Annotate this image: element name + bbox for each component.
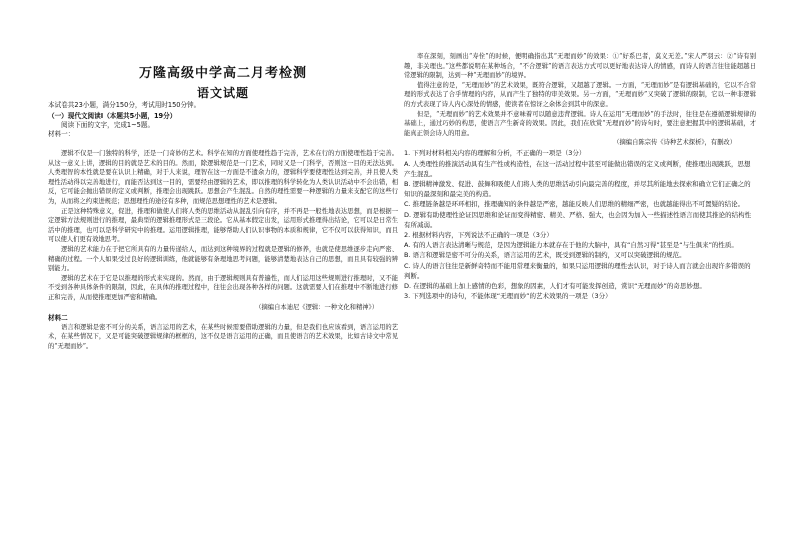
answer-option: A. 有的人语言表达清晰与规范，是因为逻辑能力本就存在于他的大脑中，具有“自然习得”甚至是“与生俱来”的性质。 xyxy=(404,241,738,250)
material-two-paragraph: 值得注意的是，“无理而妙”的艺术效果，既符合逻辑，又超越了逻辑。一方面，“无理而妙”是有逻辑基础的，它以不合常理的形式表达了合乎情理的内容，从而产生了独特的审美效果。另一方面，“无理而妙”又突破了逻辑的限制，它以一种非逻辑的方式表现了诗人内心深处的情感，使读者在惊讶之余体会到其中的深意。 xyxy=(404,81,756,108)
school-title: 万隆高级中学高二月考检测 xyxy=(138,66,307,81)
answer-option: C. 诗人的语言往往是新鲜奇特而不能用常理来衡量的，如果只运用逻辑的理性去认识，对于诗人而言就会出现许多错误的判断。 xyxy=(404,261,751,280)
exam-info: 本试卷共23小题，满分150分，考试用时150分钟。 xyxy=(48,101,201,109)
material-one-paragraph: 逻辑不仅是一门独特的科学，还是一门奇妙的艺术。科学在知的方面使理性趋于完善，艺术在行的方面使理性趋于完善。从这一意义上讲，逻辑的目的就是艺术的目的。然而，除逻辑规范是一门艺术，同时又是一门科学，否则这一目的无法达到。人类理智的本性就是要在认识上精确，对于人来说，理智在这一方面是不遗余力的，逻辑科学要使理性达到完善，并且使人类理性活动得以完善地进行，而能否达到这一目的，需要经由逻辑的艺术，即以推理的科学转化为人类认识活动中不会出错，相反，它可能会抛出错误的定义或判断，推理会出现跳跃。思想会产生混乱。自然的理性需要一种逻辑的力量来支配它的这些行为，从而将之约束进规范；思想理性的途径有多种，而规范思想理性的艺术是逻辑。 xyxy=(48,150,398,205)
question-stem: 1. 下列对材料相关内容的理解和分析，不正确的一项是（3分） xyxy=(404,149,586,158)
material-one-paragraph: 逻辑的艺术能力在于把它所具有的力量传递给人，而达到这种境界的过程就是逻辑的修养，也就是使思维逐步走向严密、精确的过程。一个人如果受过良好的逻辑训练，他就能够有条理地思考问题，能够清楚地表达自己的思想，而且具有较强的辨别能力。 xyxy=(48,245,398,273)
material-two-label: 材料二 xyxy=(48,313,68,322)
question-2 xyxy=(404,230,756,291)
question-3 xyxy=(404,291,756,301)
material-two-paragraph: 但是，“无理而妙”的艺术效果并不意味着可以随意违背逻辑。诗人在运用“无理而妙”的手法时，往往是在遵循逻辑规律的基础上，通过巧妙的构思，使语言产生新奇的效果。因此，我们在欣赏“无理而妙”的诗句时，要注意把握其中的逻辑基础，才能真正领会诗人的用意。 xyxy=(404,110,756,137)
answer-option: A. 人类理性的推演活动具有生产性或构造性，在这一活动过程中甚至可能做出错误的定义或判断，使推理出现跳跃，思想产生混乱。 xyxy=(404,159,751,178)
left-column xyxy=(48,149,398,555)
section-heading: （一）现代文阅读Ⅰ（本题共5小题，19分） xyxy=(48,111,177,120)
subject-title: 语文试题 xyxy=(196,86,249,100)
answer-option: D. 逻辑有助使理性论证因思维和论证而变得精密、精美、严格、强大，也会因为加入一些描述性语言而使其推论的结构性有所减弱。 xyxy=(404,210,752,229)
answer-option: B. 逻辑精神激发、促进、鼓舞和吸使人们将人类的思维活动引向最完善的程度，并尽其所能地去探索和确立它们正确之的知识的最深刻和最完美的构造。 xyxy=(404,179,751,199)
question-1 xyxy=(404,148,756,230)
source-citation: （摘编自本迪尼《逻辑：一种文化和精神》） xyxy=(255,303,378,311)
answer-option: D. 在逻辑的基础上加上感情的色彩，想象的因素，人们才有可能发挥创造，赏识“无理而妙”的奇思妙想。 xyxy=(404,281,706,290)
material-two-paragraph: 语言和逻辑是密不可分的关系，语言运用的艺术，在某些时候需要借助逻辑的力量，但是我们也应该看到，语言运用的艺术，在某些情况下，又是可能突破逻辑规律的框框的，这不仅是语言运用的正确，而且使语言的艺术效果，比如古诗文中常见的“无理而妙”。 xyxy=(48,323,398,350)
right-column xyxy=(404,52,756,552)
answer-option: B. 语言和逻辑是密不可分的关系，语言运用的艺术，既受到逻辑的制约，又可以突破逻辑的规范。 xyxy=(404,251,686,260)
instruction: 阅读下面的文字，完成1~5题。 xyxy=(61,120,155,129)
source-citation: （摘编自陈宗传《诗种艺术探析》，有删改） xyxy=(613,139,736,147)
answer-option: C. 推理链条越是环环相扣，推理确知的条件越是严密，越能反映人们思维的精细严密，也就越能得出不可置疑的结论。 xyxy=(404,200,745,209)
material-one-paragraph: 正是这种特殊意义，促进，推理和做使人们将人类的思维活动从混乱引向有序，并不再是一般性地表达思想，而是根据一定逻辑方法规则进行的推理，最典型的逻辑推理形式是三段论。它从基本假定出发，运用形式推理得出结论，它可以是日常生活中的推理，也可以是科学研究中的推理。运用逻辑推理，能够帮助人们认识事物的本质和规律，它不仅可以获得知识，而且可以使人们更有效地思考。 xyxy=(48,207,398,244)
question-stem: 2. 根据材料内容，下列说法不正确的一项是（3分） xyxy=(404,230,553,239)
exam-intro xyxy=(48,101,398,140)
material-one-label: 材料一： xyxy=(48,130,75,138)
material-one-paragraph: 逻辑的艺术在于它是以推理的形式来实现的。然而，由于逻辑规则具有普遍性，而人们运用这些规则进行推理时，又不能不受到各种具体条件的限制，因此，在具体的推理过程中，往往会出现各种各样的问题。这就需要人们在推理中不断地进行修正和完善，从而使推理更加严密和精确。 xyxy=(48,274,398,301)
material-two-paragraph: 率在深刻，刻画出“寿佺”的时候，便明确指出其“无理而妙”的效果：①“好系巴者，莫义无差。”宋人严羽云：②“诗有别趣，非关理也。”这些都说明在某种场合，“不合逻辑”的语言表达方式可以更好地表达诗人的情感，而诗人的语言往往能超越日常逻辑的限制，达到一种“无理而妙”的境界。 xyxy=(404,53,756,80)
question-stem: 3. 下列选项中的诗句，不能体现“无理而妙”的艺术效果的一项是（3分） xyxy=(404,292,612,301)
